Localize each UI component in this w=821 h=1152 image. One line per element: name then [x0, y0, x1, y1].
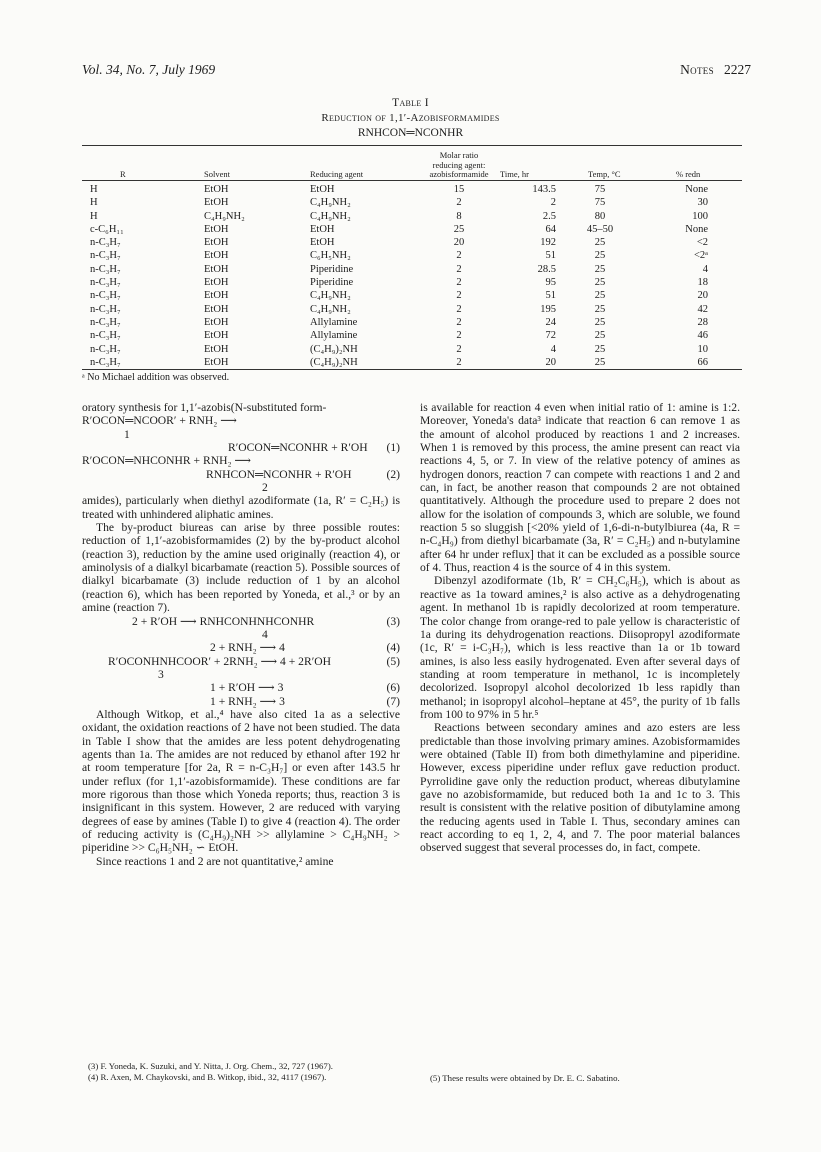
equation-7 — [82, 695, 400, 708]
table-cell-solvent: EtOH — [204, 184, 229, 195]
table-cell-ratio: 2 — [456, 316, 462, 328]
table-cell-r: n-C₃H₇ — [90, 263, 121, 275]
ratio-header-line-2: reducing agent: — [432, 159, 486, 170]
table-cell-r: n-C₃H₇ — [90, 356, 121, 368]
col-time-cells — [500, 183, 556, 369]
col-agent-cells — [310, 183, 358, 369]
table-cell-r: H — [90, 184, 98, 195]
table-cell-solvent: EtOH — [204, 290, 229, 302]
running-header-journal: Vol. 34, No. 7, July 1969 — [82, 62, 216, 77]
table-cell-solvent: EtOH — [204, 343, 229, 355]
eq3-number: (3) — [386, 614, 400, 628]
table-cell-temp: 45–50 — [586, 223, 614, 235]
table-cell-solvent: EtOH — [204, 303, 229, 315]
col-header-redn: % redn — [676, 169, 701, 179]
reference-3: (3) F. Yoneda, K. Suzuki, and Y. Nitta, J. Org. Chem., 32, 727 (1967). — [88, 1061, 333, 1071]
table-cell-agent: C₄H₉NH₂ — [310, 197, 351, 209]
table-cell-time: 20 — [545, 356, 556, 368]
left-footnotes — [88, 1061, 388, 1083]
table-cell-solvent: EtOH — [204, 263, 229, 275]
table-cell-solvent: EtOH — [204, 316, 229, 328]
right-column — [420, 401, 740, 1061]
table-cell-solvent: EtOH — [204, 356, 229, 368]
equation-2 — [82, 468, 400, 481]
table-formula: RNHCON═NCONHR — [357, 127, 464, 139]
table-cell-time: 195 — [540, 303, 556, 315]
table-cell-ratio: 15 — [453, 184, 465, 195]
reference-5: (5) These results were obtained by Dr. E. C. Sabatino. — [430, 1073, 620, 1083]
left-para-2: The by-product biureas can arise by three possible routes: reduction of 1,1′-azobisformamides (2) by the by-product alcohol (reaction 3), reduction by the amine used originally (reaction 4), or aminolysis of a dialkyl bicarbamate (reaction 5). Possible sources of dialkyl bicarbamate (3) include reduction of 1 by an alcohol (reaction 6), which has been reported by Yoneda, et al.,³ or by an amine (reaction 7). — [82, 521, 400, 615]
eq6-number: (6) — [386, 681, 400, 695]
table-cell-ratio: 2 — [456, 250, 462, 262]
col-header-r: R — [120, 169, 126, 179]
table-cell-time: 51 — [545, 290, 556, 302]
col-header-time: Time, hr — [500, 169, 529, 179]
col-redn-cells — [660, 183, 708, 369]
table-cell-temp: 25 — [594, 303, 606, 315]
table-cell-redn: <2ᵃ — [693, 250, 708, 262]
table-cell-temp: 25 — [594, 343, 606, 355]
table-cell-redn: None — [685, 184, 708, 195]
table-cell-r: n-C₃H₇ — [90, 343, 121, 355]
eq1-number: (1) — [386, 441, 400, 455]
right-para-3: Reactions between secondary amines and azo esters are less predictable than those involving primary amines. Azobisformamides were obtained (Table II) from both dimethylamine and piperidine. However, excess piperidine under reflux gave reduction product. Pyrrolidine gave only the reduction product, whereas dibutylamine gave no azobisformamide, but reduced both 1a and 1c to 3. This result is consistent with the relative position of dibutylamine among the reducing agents used in Table I. Thus, secondary amines can react according to eq 1, 2, 4, and 7. The poor material balances observed suggest that several processes do, in fact, compete. — [420, 721, 740, 855]
table-cell-solvent: EtOH — [204, 237, 229, 249]
eq2-rhs: RNHCON═NCONHR + R′OH — [206, 467, 352, 481]
ratio-header-line-3: azobisformamide — [429, 169, 489, 179]
col-header-temp: Temp, °C — [588, 169, 621, 179]
eq2-lhs: R′OCON═NHCONHR + RNH₂ ⟶ — [82, 454, 252, 468]
table-cell-redn: 42 — [697, 303, 708, 315]
left-para-4: Since reactions 1 and 2 are not quantitative,² amine — [96, 854, 334, 868]
equation-3 — [82, 615, 400, 628]
col-header-agent: Reducing agent — [310, 169, 364, 179]
eq2-label: 2 — [262, 481, 268, 495]
table-cell-agent: (C₄H₉)₂NH — [310, 356, 358, 368]
table-bottom-rule — [82, 369, 742, 370]
reference-4: (4) R. Axen, M. Chaykovski, and B. Witkop, ibid., 32, 4117 (1967). — [88, 1072, 327, 1082]
left-intro: oratory synthesis for 1,1′-azobis(N-substituted form- — [82, 401, 327, 414]
table-cell-temp: 25 — [594, 290, 606, 302]
right-para-2: Dibenzyl azodiformate (1b, R′ = CH₂C₆H₅), which is about as reactive as 1a toward amines,² is also active as a dehydrogenating agent. In methanol 1b is rapidly decolorized at room temperature. The color change from orange-red to pale yellow is characteristic of 1a during its dehydrogenation reactions. Diisopropyl azodiformate (1c, R′ = i-C₃H₇), which is less reactive than 1a or 1b toward amines, is also less easily hydrogenated. Even after several days of standing at room temperature in methanol, 1c is incompletely decolorized. Isopropyl alcohol decolorized 1b less rapidly than methanol; in isopropyl alcohol–heptane at 45°, the purity of 1b falls from 100 to 97% in 5 hr.⁵ — [420, 574, 740, 721]
table-cell-temp: 80 — [594, 210, 606, 222]
table-cell-agent: EtOH — [310, 184, 335, 195]
table-cell-temp: 25 — [594, 277, 606, 289]
table-cell-redn: 30 — [697, 197, 708, 209]
col-temp-cells — [572, 183, 628, 369]
table-cell-agent: C₄H₉NH₂ — [310, 303, 351, 315]
table-cell-redn: <2 — [696, 237, 708, 249]
table-cell-time: 72 — [545, 330, 556, 342]
col-r-cells — [90, 183, 124, 369]
table-footnote: ᵃ No Michael addition was observed. — [82, 372, 230, 383]
equation-5 — [82, 655, 400, 668]
table-cell-time: 24 — [545, 316, 556, 328]
table-cell-solvent: EtOH — [204, 277, 229, 289]
table-cell-ratio: 20 — [453, 237, 465, 249]
table-cell-agent: C₄H₉NH₂ — [310, 210, 351, 222]
equation-1 — [82, 441, 400, 454]
table-cell-temp: 25 — [594, 316, 606, 328]
table-cell-time: 2 — [550, 197, 556, 209]
table-cell-temp: 25 — [594, 263, 606, 275]
eq3-label: 4 — [262, 627, 268, 641]
table-top-rule — [82, 145, 742, 146]
eq-a-lhs: R′OCON═NCOOR′ + RNH₂ ⟶ — [82, 414, 237, 428]
table-cell-redn: 20 — [697, 290, 708, 302]
table-cell-temp: 75 — [594, 197, 606, 209]
table-cell-solvent: EtOH — [204, 250, 229, 262]
table-cell-r: H — [90, 210, 98, 222]
table-cell-time: 2.5 — [542, 210, 556, 222]
eq2-number: (2) — [386, 467, 400, 481]
table-cell-agent: C₆H₅NH₂ — [310, 250, 351, 262]
table-cell-redn: 10 — [697, 343, 708, 355]
table-cell-ratio: 2 — [456, 290, 462, 302]
table-cell-r: H — [90, 197, 98, 209]
table-cell-ratio: 2 — [456, 343, 462, 355]
eq7-number: (7) — [386, 694, 400, 708]
table-cell-r: n-C₃H₇ — [90, 250, 121, 262]
table-cell-r: n-C₃H₇ — [90, 290, 121, 302]
eq4-text: 2 + RNH₂ ⟶ 4 — [210, 641, 285, 655]
table-cell-agent: (C₄H₉)₂NH — [310, 343, 358, 355]
table-cell-agent: Allylamine — [310, 316, 358, 328]
table-cell-ratio: 2 — [456, 303, 462, 315]
table-cell-ratio: 2 — [456, 263, 462, 275]
table-cell-time: 64 — [545, 223, 556, 235]
eq7-text: 1 + RNH₂ ⟶ 3 — [210, 694, 285, 708]
section-name: Notes — [680, 62, 714, 77]
table-cell-agent: EtOH — [310, 223, 335, 235]
table-cell-temp: 25 — [594, 250, 606, 262]
running-header-right — [680, 62, 751, 78]
equation-4 — [82, 641, 400, 654]
eq5-number: (5) — [386, 654, 400, 668]
table-label: Table I — [392, 97, 429, 109]
table-title: Reduction of 1,1′-Azobisformamides — [321, 112, 500, 124]
table-cell-redn: 100 — [692, 210, 708, 222]
table-cell-redn: 66 — [697, 356, 708, 368]
col-solvent-cells — [204, 183, 245, 369]
table-cell-time: 95 — [545, 277, 556, 289]
table-cell-time: 51 — [545, 250, 556, 262]
table-cell-redn: 4 — [702, 263, 708, 275]
table-cell-redn: 46 — [697, 330, 708, 342]
table-cell-agent: Piperidine — [310, 263, 354, 275]
table-cell-agent: C₄H₉NH₂ — [310, 290, 351, 302]
table-cell-temp: 25 — [594, 330, 606, 342]
table-cell-time: 28.5 — [537, 263, 556, 275]
eq-a-label: 1 — [124, 427, 130, 441]
eq5-text: R′OCONHNHCOOR′ + 2RNH₂ ⟶ 4 + 2R′OH — [108, 654, 331, 668]
table-cell-temp: 25 — [594, 356, 606, 368]
left-para-1: amides), particularly when diethyl azodiformate (1a, R′ = C₂H₅) is treated with unhindered aliphatic amines. — [82, 494, 400, 521]
table-cell-r: n-C₃H₇ — [90, 316, 121, 328]
table-cell-r: n-C₃H₇ — [90, 303, 121, 315]
table-cell-solvent: C₄H₉NH₂ — [204, 210, 245, 222]
table-cell-solvent: EtOH — [204, 197, 229, 209]
page-number: 2227 — [724, 62, 751, 77]
table-cell-agent: Piperidine — [310, 277, 354, 289]
eq4-number: (4) — [386, 641, 400, 655]
left-para-3: Although Witkop, et al.,⁴ have also cited 1a as a selective oxidant, the oxidation reactions of 2 have not been studied. The data in Table I show that the amides are less potent dehydrogenating agents than 1a. The amides are not reduced by ethanol after 192 hr at room temperature [for 2a, R = n-C₃H₇] or even after 143.5 hr under reflux (for 1,1′-azobisformamide). These conditions are far more rigorous than those which Yoneda reports; thus, reaction 3 is insignificant in this system. However, 2 are reduced with varying degrees of ease by amines (Table I) to give 4 (reaction 4). The order of reducing activity is (C₄H₉)₂NH >> allylamine > C₄H₉NH₂ > piperidine >> C₆H₅NH₂ ∽ EtOH. — [82, 707, 400, 855]
table-cell-ratio: 25 — [453, 223, 465, 235]
table-cell-ratio: 2 — [456, 356, 462, 368]
eq6-text: 1 + R′OH ⟶ 3 — [210, 681, 284, 695]
table-cell-temp: 75 — [594, 184, 606, 195]
table-cell-temp: 25 — [594, 237, 606, 249]
equation-6 — [82, 681, 400, 694]
table-cell-r: c-C₆H₁₁ — [90, 223, 124, 235]
eq3-text: 2 + R′OH ⟶ RNHCONHNHCONHR — [132, 614, 315, 628]
eq-azodiformate-amine — [82, 414, 400, 427]
table-cell-redn: None — [685, 223, 708, 235]
table-cell-redn: 28 — [697, 316, 708, 328]
table-cell-redn: 18 — [697, 277, 708, 289]
table-cell-time: 143.5 — [532, 184, 556, 195]
table-cell-ratio: 2 — [456, 277, 462, 289]
table-cell-ratio: 2 — [456, 197, 462, 209]
col-header-solvent: Solvent — [204, 169, 230, 179]
table-cell-time: 192 — [540, 237, 556, 249]
table-cell-solvent: EtOH — [204, 223, 229, 235]
table-header-rule — [82, 180, 742, 181]
table-cell-time: 4 — [550, 343, 556, 355]
ratio-header-line-1: Molar ratio — [439, 150, 479, 160]
table-cell-r: n-C₃H₇ — [90, 330, 121, 342]
table-cell-ratio: 8 — [456, 210, 462, 222]
table-cell-r: n-C₃H₇ — [90, 237, 121, 249]
table-cell-r: n-C₃H₇ — [90, 277, 121, 289]
eq1-rhs: R′OCON═NCONHR + R′OH — [228, 441, 368, 455]
eq5-label: 3 — [158, 667, 164, 681]
col-ratio-cells — [419, 183, 499, 369]
table-cell-agent: Allylamine — [310, 330, 358, 342]
left-column — [82, 401, 400, 1041]
table-cell-ratio: 2 — [456, 330, 462, 342]
right-para-1: is available for reaction 4 even when initial ratio of 1: amine is 1:2. Moreover, Yoneda's data³ indicate that reaction 6 can remove 1 as the amount of alcohol produced by reactions 1 and 2 increases. When 1 is removed by this process, the amine present can react via reactions 4, 5, or 7. In view of the relative potency of amines as hydrogen donors, reaction 7 can compete with reactions 1 and 2 and can, in fact, be another reason that compounds 2 are not obtained quantitatively. Although the procedure used to prepare 2 does not allow for the isolation of compounds 3, which are soluble, we found reaction 5 so sluggish [<20% yield of 1,6-di-n-butylbiurea (4a, R = n-C₄H₉) from diethyl bicarbamate (3a, R′ = C₂H₅) and n-butylamine after 64 hr under reflux] that it can be excluded as a possible source of 4. Thus, reaction 4 is the source of 4 in this system. — [420, 401, 740, 575]
table-cell-agent: EtOH — [310, 237, 335, 249]
equation-2-lhs — [82, 454, 400, 467]
table-cell-solvent: EtOH — [204, 330, 229, 342]
